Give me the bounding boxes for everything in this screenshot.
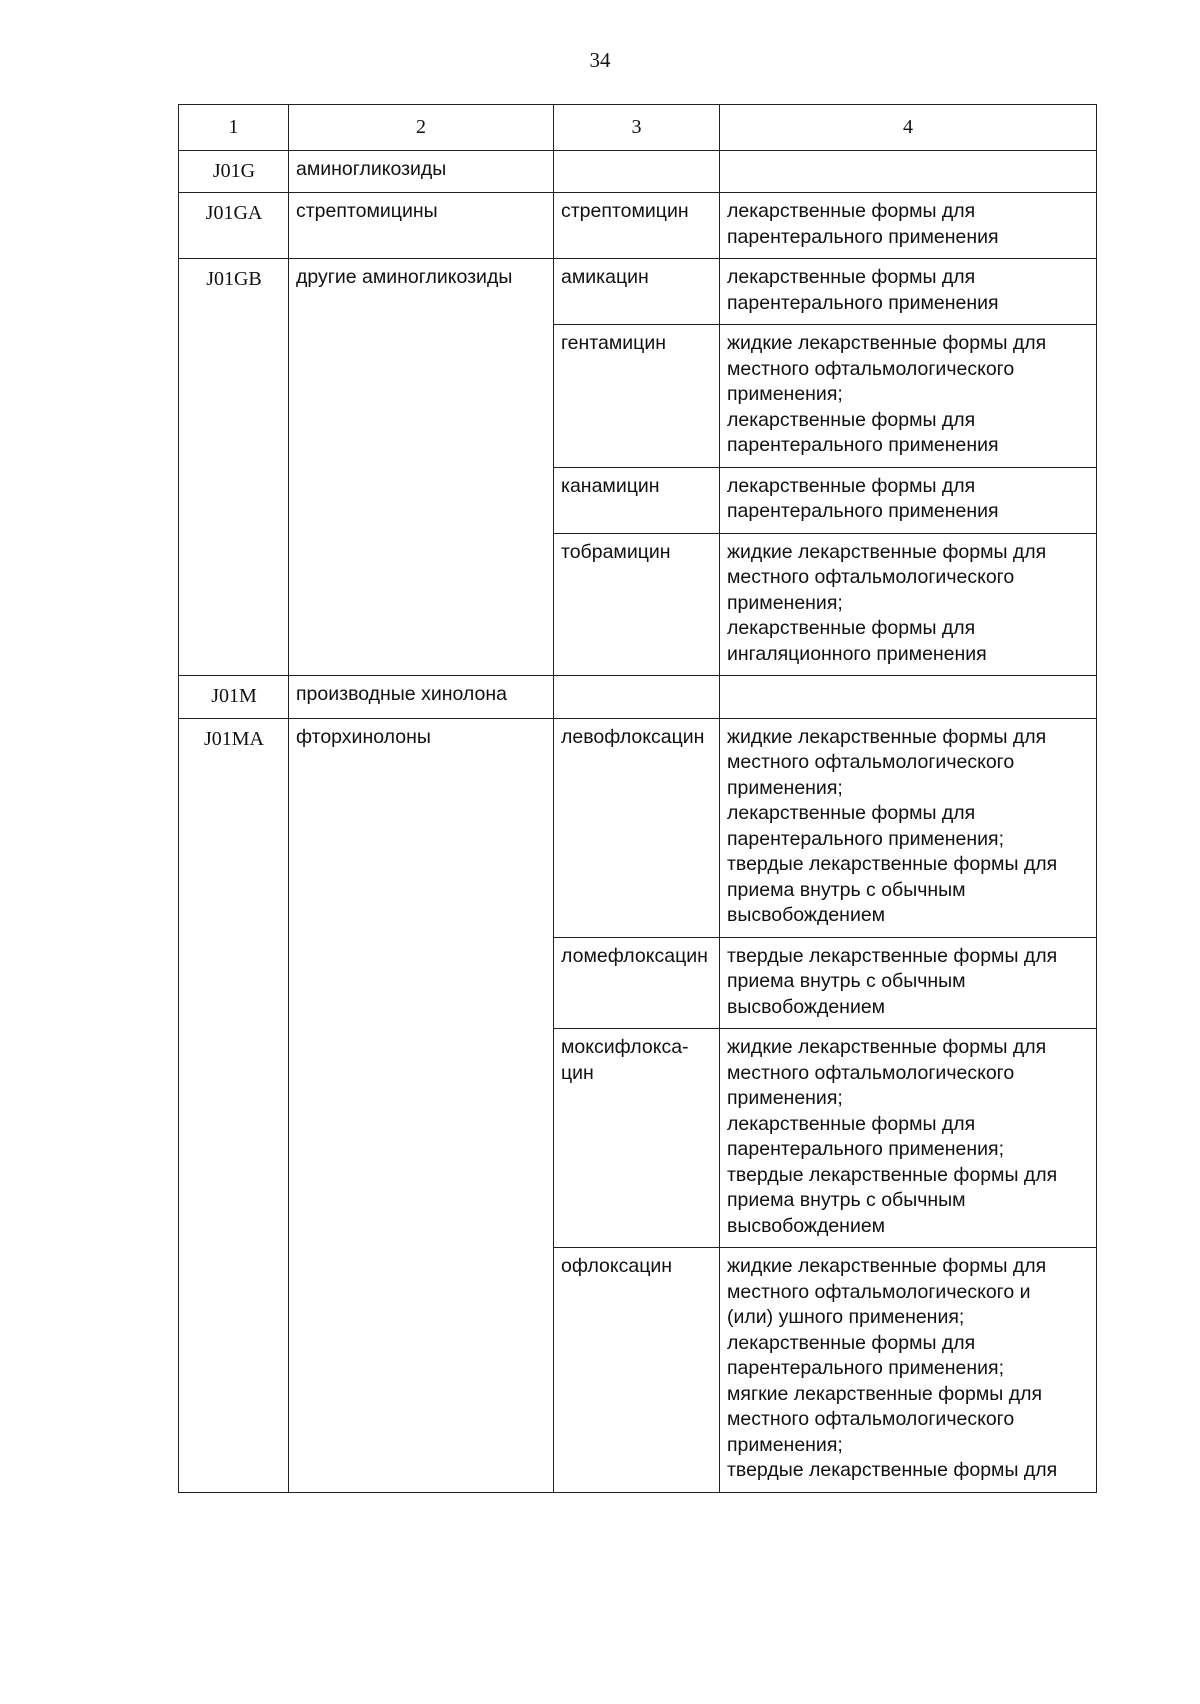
form-line: местного офтальмологического: [727, 751, 1015, 773]
dosage-forms: [720, 533, 1097, 676]
dosage-forms: [720, 193, 1097, 259]
form-line: местного офтальмологического и: [727, 1280, 1031, 1303]
dosage-forms: [720, 150, 1097, 193]
form-line: лекарственные формы для: [727, 1112, 976, 1135]
form-line: местного офтальмологического: [727, 566, 1015, 588]
form-line: применения;: [727, 591, 843, 614]
table-row: [179, 150, 1097, 193]
form-line: лекарственные формы для: [727, 474, 976, 497]
dosage-forms: [720, 1248, 1097, 1493]
group-name: фторхинолоны: [289, 718, 554, 1492]
table-row: [179, 193, 1097, 259]
form-line: парентерального применения;: [727, 1357, 1005, 1379]
form-line: твердые лекарственные формы для: [727, 1459, 1058, 1481]
form-line: применения;: [727, 1087, 843, 1109]
drug-name: [554, 1029, 720, 1248]
group-name: производные хинолона: [289, 676, 554, 719]
drug-name: амикацин: [554, 259, 720, 325]
drug-name: ломефлоксацин: [554, 937, 720, 1029]
group-name: стрептомицины: [289, 193, 554, 259]
form-line: парентерального применения;: [727, 827, 1005, 850]
form-line: парентерального применения: [727, 434, 999, 456]
form-line: лекарственные формы для: [727, 617, 976, 639]
column-header-3: 3: [554, 105, 720, 151]
form-line: местного офтальмологического: [727, 1061, 1015, 1084]
form-line: мягкие лекарственные формы для: [727, 1382, 1043, 1405]
dosage-forms: [720, 937, 1097, 1029]
form-line: высвобождением: [727, 1214, 886, 1237]
page-number: 34: [589, 48, 611, 72]
atc-code: J01GA: [179, 193, 289, 259]
form-line: ингаляционного применения: [727, 642, 987, 665]
form-line: парентерального применения: [727, 500, 999, 522]
form-line: применения;: [727, 776, 843, 799]
column-header-1: 1: [179, 105, 289, 151]
form-line: приема внутрь с обычным: [727, 878, 966, 901]
form-line: твердые лекарственные формы для: [727, 944, 1058, 967]
dosage-forms: [720, 325, 1097, 468]
form-line: (или) ушного применения;: [727, 1306, 965, 1328]
form-line: жидкие лекарственные формы для: [727, 1255, 1047, 1277]
drug-name: левофлоксацин: [554, 718, 720, 937]
drug-name-line: моксифлокса-: [561, 1036, 689, 1058]
table-row: [179, 718, 1097, 937]
dosage-forms: [720, 718, 1097, 937]
table-row: [179, 259, 1097, 325]
group-name: аминогликозиды: [289, 150, 554, 193]
form-line: жидкие лекарственные формы для: [727, 540, 1047, 563]
form-line: лекарственные формы для: [727, 266, 976, 288]
form-line: твердые лекарственные формы для: [727, 853, 1058, 875]
form-line: применения;: [727, 383, 843, 405]
column-header-4: 4: [720, 105, 1097, 151]
drug-name: гентамицин: [554, 325, 720, 468]
form-line: высвобождением: [727, 904, 886, 926]
form-line: парентерального применения: [727, 291, 999, 314]
drug-table: [178, 104, 1097, 1493]
drug-name: офлоксацин: [554, 1248, 720, 1493]
form-line: местного офтальмологического: [727, 1408, 1015, 1430]
atc-code: J01MA: [179, 718, 289, 1492]
dosage-forms: [720, 676, 1097, 719]
form-line: парентерального применения;: [727, 1138, 1005, 1160]
form-line: лекарственные формы для: [727, 408, 976, 431]
form-line: жидкие лекарственные формы для: [727, 725, 1047, 748]
form-line: приема внутрь с обычным: [727, 970, 966, 992]
dosage-forms: [720, 259, 1097, 325]
table-row: [179, 676, 1097, 719]
form-line: твердые лекарственные формы для: [727, 1163, 1058, 1186]
form-line: лекарственные формы для: [727, 1331, 976, 1354]
form-line: приема внутрь с обычным: [727, 1189, 966, 1211]
atc-code: J01G: [179, 150, 289, 193]
form-line: жидкие лекарственные формы для: [727, 1036, 1047, 1058]
form-line: местного офтальмологического: [727, 357, 1015, 380]
form-line: применения;: [727, 1433, 843, 1456]
drug-name: [554, 150, 720, 193]
form-line: жидкие лекарственные формы для: [727, 332, 1047, 354]
drug-name-line: цин: [561, 1061, 594, 1084]
group-name: другие аминогликозиды: [289, 259, 554, 676]
drug-name: стрептомицин: [554, 193, 720, 259]
dosage-forms: [720, 467, 1097, 533]
form-line: парентерального применения: [727, 225, 999, 248]
form-line: лекарственные формы для: [727, 200, 976, 222]
form-line: высвобождением: [727, 995, 886, 1018]
atc-code: J01GB: [179, 259, 289, 676]
column-header-2: 2: [289, 105, 554, 151]
atc-code: J01M: [179, 676, 289, 719]
form-line: лекарственные формы для: [727, 802, 976, 824]
dosage-forms: [720, 1029, 1097, 1248]
drug-name: [554, 676, 720, 719]
header-row: [179, 105, 1097, 151]
drug-name: тобрамицин: [554, 533, 720, 676]
drug-name: канамицин: [554, 467, 720, 533]
